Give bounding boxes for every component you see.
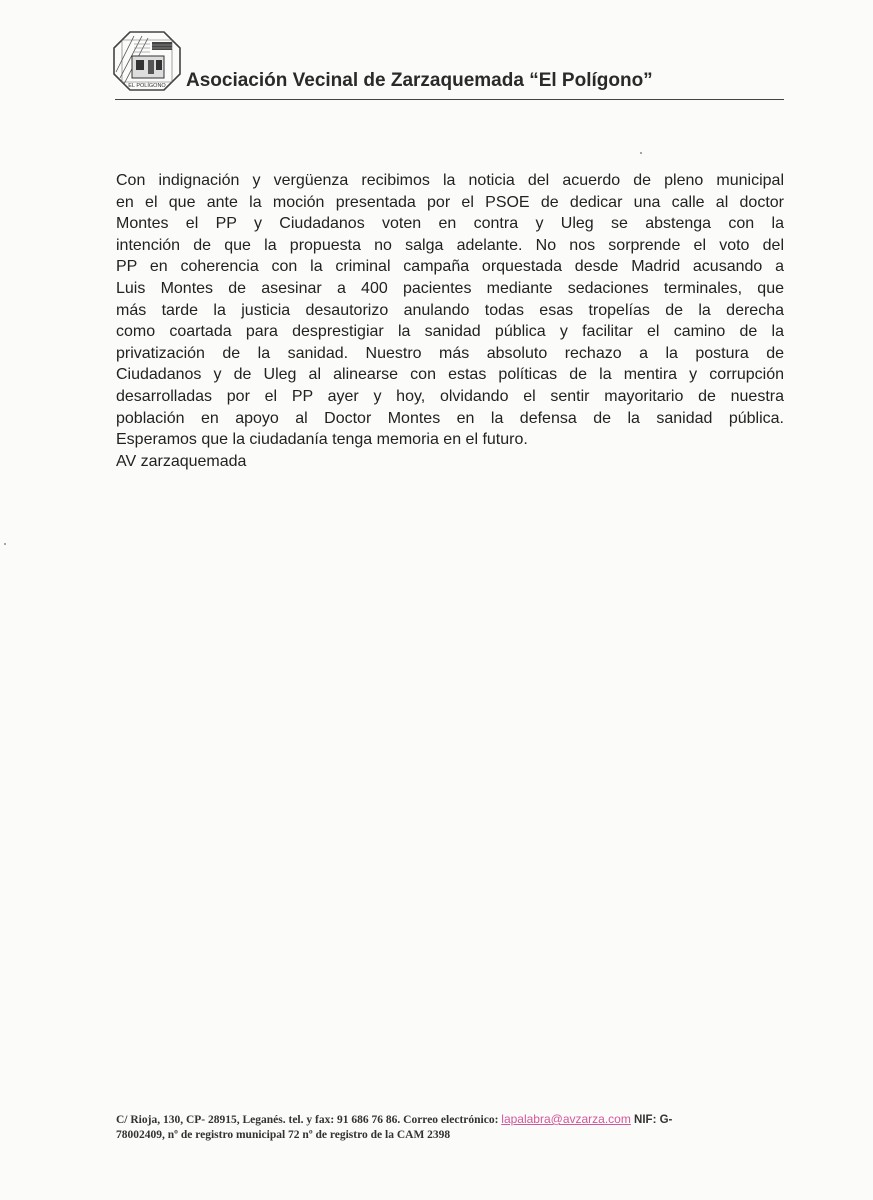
- body-line: privatización de la sanidad. Nuestro más absoluto rechazo a la postura de: [116, 344, 784, 362]
- header-divider: [115, 99, 784, 100]
- body-line: Con indignación y vergüenza recibimos la noticia del acuerdo de pleno municipal: [116, 172, 784, 189]
- scan-speck: [4, 543, 6, 545]
- svg-text:EL POLÍGONO: EL POLÍGONO: [128, 83, 166, 89]
- body-line: PP en coherencia con la criminal campaña orquestada desde Madrid acusando a: [116, 258, 784, 276]
- footer-line-2: 78002409, nº de registro municipal 72 nº de registro de la CAM 2398: [116, 1129, 451, 1141]
- body-line: desarrolladas por el PP ayer y hoy, olvidando el sentir mayoritario de nuestra: [116, 387, 784, 405]
- association-title: Asociación Vecinal de Zarzaquemada “El Polígono”: [186, 70, 653, 91]
- body-line: como coartada para desprestigiar la sanidad pública y facilitar el camino de la: [116, 323, 784, 341]
- footer-address: C/ Rioja, 130, CP- 28915, Leganés. tel. y fax: 91 686 76 86. Correo electrónico:: [116, 1114, 502, 1126]
- body-line: Montes el PP y Ciudadanos voten en contra y Uleg se abstenga con la: [116, 215, 784, 233]
- el-poligono-logo: [112, 30, 182, 92]
- footer-line-1: [116, 1112, 756, 1128]
- letter-body: [116, 170, 784, 472]
- footer-nif: NIF: G-: [630, 1114, 673, 1126]
- body-line: Luis Montes de asesinar a 400 pacientes mediante sedaciones terminales, que: [116, 279, 784, 297]
- scan-speck: [640, 152, 642, 154]
- body-line: Ciudadanos y de Uleg al alinearse con estas políticas de la mentira y corrupción: [116, 366, 784, 384]
- body-line: Esperamos que la ciudadanía tenga memoria en el futuro.: [116, 431, 528, 449]
- body-line: más tarde la justicia desautorizo anulando todas esas tropelías de la derecha: [116, 301, 784, 319]
- body-line: en el que ante la moción presentada por el PSOE de dedicar una calle al doctor: [116, 193, 784, 211]
- signature: AV zarzaquemada: [116, 452, 247, 470]
- footer-contact: [116, 1112, 756, 1143]
- body-line: intención de que la propuesta no salga adelante. No nos sorprende el voto del: [116, 236, 784, 254]
- body-line: población en apoyo al Doctor Montes en la defensa de la sanidad pública.: [116, 409, 784, 427]
- email-link[interactable]: lapalabra@avzarza.com: [501, 1112, 631, 1126]
